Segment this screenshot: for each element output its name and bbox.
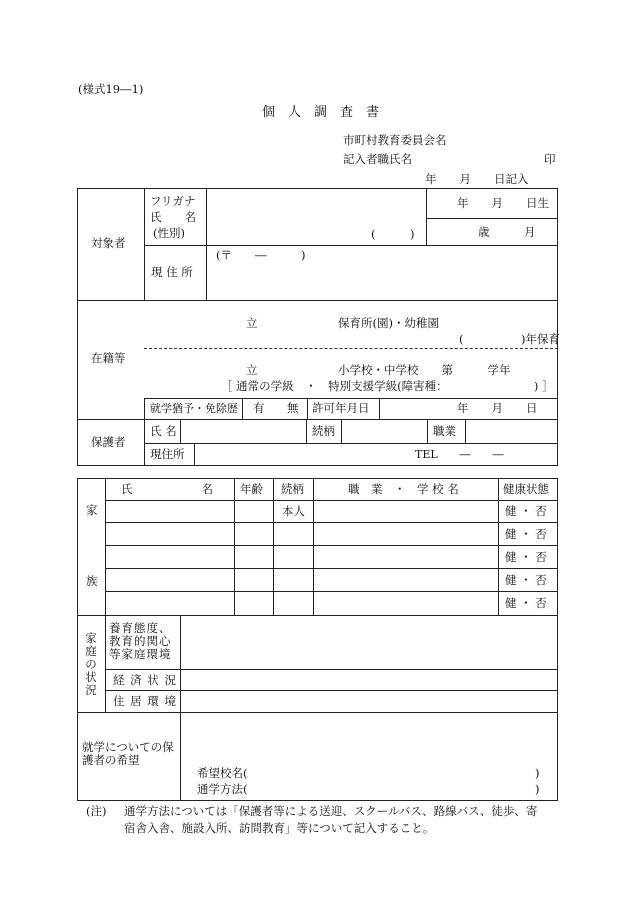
form-code: (様式19―1) xyxy=(78,82,144,96)
deferment-label: 就学猶予・免除歴 xyxy=(150,402,238,415)
birth-date-field[interactable]: 年 月 日生 xyxy=(457,196,549,210)
family-header-health: 健康状態 xyxy=(503,482,549,496)
family-section-label-top: 家 xyxy=(86,503,98,517)
desired-school-label: 希望校名( xyxy=(197,766,248,780)
family-header-name: 氏 名 xyxy=(121,482,213,496)
family-header-age: 年齢 xyxy=(240,482,263,496)
postal-code-field[interactable]: (〒 ― ) xyxy=(216,248,306,262)
recorder-label: 記入者職氏名 xyxy=(343,152,412,166)
deferment-yes-option[interactable]: 有 xyxy=(253,401,265,415)
family-row-health[interactable]: 健 ・ 否 xyxy=(505,573,547,587)
subject-address-label: 現 住 所 xyxy=(151,265,193,279)
guardian-tel-field[interactable]: TEL ― ― xyxy=(415,448,504,461)
note-line-1: 通学方法については「保護者等による送迎、スクールバス、路線バス、徒歩、寄 xyxy=(124,804,538,818)
gender-field[interactable]: ( ) xyxy=(371,227,415,241)
guardian-address-label: 現住所 xyxy=(150,447,185,461)
permit-date-field[interactable]: 年 月 日 xyxy=(457,401,538,415)
permit-date-label: 許可年月日 xyxy=(312,401,370,415)
guardian-section-label: 保護者 xyxy=(91,435,126,449)
family-row-health[interactable]: 健 ・ 否 xyxy=(505,527,547,541)
family-row-health[interactable]: 健 ・ 否 xyxy=(505,596,547,610)
subject-name-label: 氏 名 xyxy=(150,210,196,224)
family-row-relation: 本人 xyxy=(282,504,305,518)
furigana-label: フリガナ xyxy=(150,194,196,208)
nursery-year-field[interactable]: ( )年保育 xyxy=(459,332,560,346)
guardian-job-label: 職業 xyxy=(433,424,456,438)
deferment-no-option[interactable]: 無 xyxy=(287,401,299,415)
nursery-line: 立 保育所(園)・幼稚園 xyxy=(246,316,439,330)
commute-method-label: 通学方法( xyxy=(197,782,248,796)
guardian-relation-label: 続柄 xyxy=(312,424,335,438)
wishes-label: 就学についての保護者の希望 xyxy=(82,740,174,767)
family-header-relation: 続柄 xyxy=(281,482,304,496)
home-economy-label: 経 済 状 況 xyxy=(113,673,177,687)
home-housing-label: 住 居 環 境 xyxy=(113,694,177,708)
note-line-2: 宿舎入舎、施設入所、訪問教育」等について記入すること。 xyxy=(124,821,435,835)
family-section-label-bottom: 族 xyxy=(86,574,98,588)
age-field[interactable]: 歳 月 xyxy=(478,225,536,239)
seal-mark: 印 xyxy=(544,152,556,166)
home-attitude-label: 養育態度、教育的関心等家庭環境 xyxy=(109,621,172,661)
board-name-label: 市町村教育委員会名 xyxy=(343,133,447,147)
enrollment-section-label: 在籍等 xyxy=(91,351,126,365)
record-date: 年 月 日記入 xyxy=(425,172,529,186)
home-section-label: 家庭の状況 xyxy=(85,631,97,697)
note-marker: (注) xyxy=(86,804,107,818)
family-row-health[interactable]: 健 ・ 否 xyxy=(505,550,547,564)
gender-label: (性別) xyxy=(153,226,185,240)
subject-section-label: 対象者 xyxy=(91,236,126,250)
family-row-health[interactable]: 健 ・ 否 xyxy=(505,504,547,518)
desired-school-close: ) xyxy=(535,766,540,780)
page-title: 個 人 調 査 書 xyxy=(262,105,380,120)
commute-method-close: ) xyxy=(535,782,540,796)
school-class-line: ［ 通常の学級 ・ 特別支援学級(障害種： ) ］ xyxy=(221,379,554,393)
family-header-job: 職 業 ・ 学 校 名 xyxy=(348,482,459,496)
guardian-name-label: 氏 名 xyxy=(150,424,177,438)
school-line: 立 小学校・中学校 第 学年 xyxy=(246,363,511,377)
